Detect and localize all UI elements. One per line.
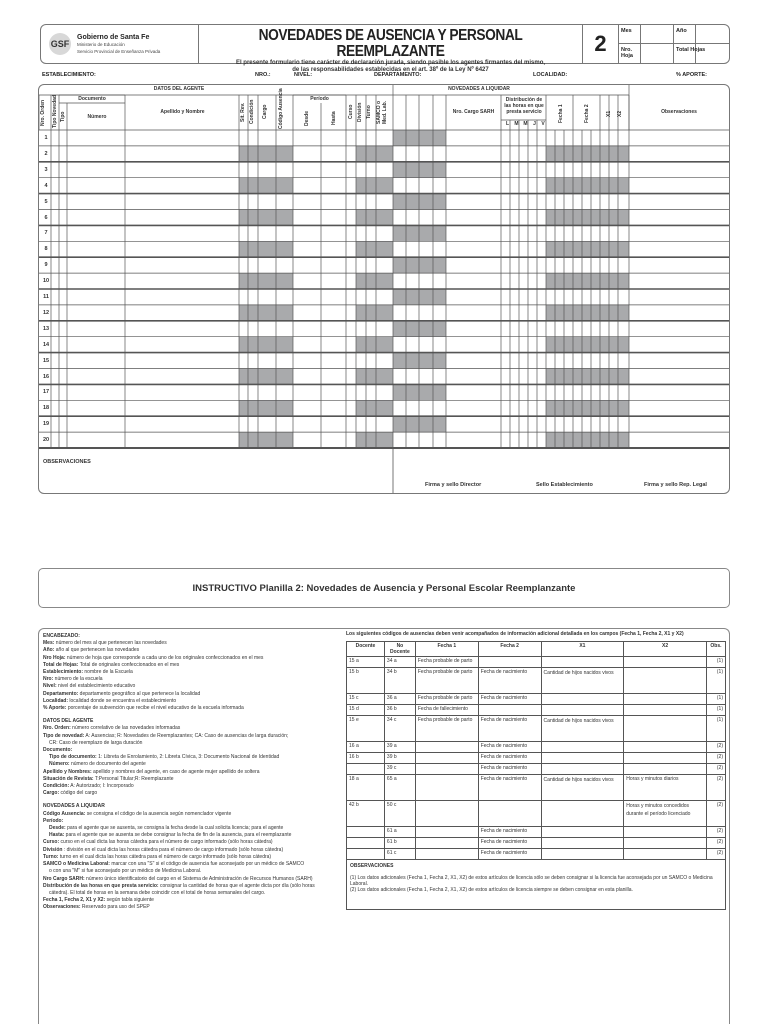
instr-section-title: ENCABEZADO: — [43, 633, 80, 639]
col-cargo: Cargo — [262, 104, 268, 120]
codes-cell — [347, 849, 385, 860]
codes-cell — [624, 657, 707, 668]
form-header — [40, 24, 730, 73]
codes-cell — [541, 742, 624, 753]
codes-row — [347, 694, 726, 705]
codes-cell — [347, 764, 385, 775]
codes-cell — [624, 742, 707, 753]
codes-cell: (2) — [706, 838, 725, 849]
row-number: 13 — [42, 325, 50, 332]
codes-cell — [541, 838, 624, 849]
codes-cell: 15 b — [347, 668, 385, 694]
instr-item: Total de Hojas: Total de originales confeccionados en el mes — [43, 661, 180, 668]
instr-item: Año: año al que pertenecen las novedades — [43, 647, 140, 654]
row-number: 4 — [44, 182, 48, 189]
codes-observaciones-title: OBSERVACIONES — [350, 863, 394, 869]
codes-cell: (2) — [706, 827, 725, 838]
codes-cell: Fecha de nacimiento — [478, 764, 541, 775]
instr-item: o con una "M" si fue aconsejado por un médico de Medicina Laboral. — [49, 868, 202, 875]
observaciones-label: OBSERVACIONES — [43, 459, 91, 465]
codes-cell — [624, 716, 707, 742]
instr-item: Desde: para el agente que se ausenta, se consigna la fecha desde la cual solicita licencia; para el agente — [49, 825, 284, 832]
section-datos-agente: DATOS DEL AGENTE — [153, 86, 205, 92]
obs-note-1: (1) Los datos adicionales (Fecha 1, Fecha 2, X1, X2) de estos artículos de licencia sólo se deben consignar si la licencia fue aconsejada por un SAMCO o Medicina Laboral. — [350, 875, 713, 887]
codes-cell — [541, 694, 624, 705]
codes-cell: (2) — [706, 801, 725, 827]
codes-row — [347, 705, 726, 716]
instr-item: Condición: A: Autorizado; I: Incorporado — [43, 783, 134, 790]
codes-cell: 34 a — [384, 657, 415, 668]
col-tipo-novedad: Tipo Novedad — [52, 95, 58, 129]
codes-row — [347, 716, 726, 742]
section-novedades: NOVEDADES A LIQUIDAR — [448, 86, 510, 92]
instr-item: Turno: turno en el cual dicta las horas cátedra para el número de cargo informado (sólo horas cátedra) — [43, 853, 272, 860]
row-number: 19 — [42, 421, 50, 428]
row-number: 12 — [42, 309, 50, 316]
codes-cell: 18 a — [347, 775, 385, 801]
codes-cell: 34 b — [384, 668, 415, 694]
instr-item: Mes: número del mes al que pertenecen las novedades — [43, 640, 167, 647]
codes-row — [347, 753, 726, 764]
codes-cell: Cantidad de hijos nacidos vivos — [541, 668, 624, 694]
codes-cell: 15 a — [347, 657, 385, 668]
instr-section-title: NOVEDADES A LIQUIDAR — [43, 803, 105, 810]
codes-cell: (2) — [706, 753, 725, 764]
firma-rep-legal-label: Firma y sello Rep. Legal — [644, 482, 707, 488]
instr-item: Período: — [43, 817, 64, 824]
codes-cell: (1) — [706, 657, 725, 668]
instr-item: Apellido y Nombres: apellido y nombres del agente, en caso de agente mujer apellido de soltera — [43, 768, 260, 775]
localidad-label: LOCALIDAD: — [533, 72, 568, 78]
row-number: 9 — [44, 262, 48, 269]
codes-row — [347, 657, 726, 668]
col-x1: X1 — [606, 110, 612, 118]
col-dia-v: V — [541, 121, 545, 127]
codes-cell: 65 a — [384, 775, 415, 801]
codes-cell — [624, 753, 707, 764]
establecimiento-label: ESTABLECIMIENTO: — [42, 72, 96, 78]
codes-row — [347, 742, 726, 753]
instructions-text — [43, 633, 343, 912]
codes-cell — [624, 827, 707, 838]
anio-label: Año — [674, 25, 696, 44]
codes-cell — [624, 694, 707, 705]
codes-table — [346, 641, 726, 860]
col-x2: X2 — [617, 110, 623, 118]
codes-cell: 61 c — [384, 849, 415, 860]
instr-item: CR: Caso de reemplazo de larga duración — [49, 739, 143, 746]
total-hojas-field[interactable] — [696, 44, 729, 63]
codes-cell: 61 b — [384, 838, 415, 849]
codes-cell — [415, 775, 478, 801]
row-number: 15 — [42, 357, 50, 364]
aporte-label: % APORTE: — [676, 72, 707, 78]
codes-cell: (1) — [706, 705, 725, 716]
codes-cell: (1) — [706, 716, 725, 742]
codes-section — [344, 631, 728, 910]
mes-label: Mes — [619, 25, 641, 44]
codes-cell: Fecha de nacimiento — [478, 716, 541, 742]
codes-cell — [415, 849, 478, 860]
codes-header-cell: Obs. — [706, 642, 725, 657]
row-number: 20 — [42, 437, 50, 444]
mes-field[interactable] — [641, 25, 674, 44]
col-condicion: Condición — [249, 99, 255, 125]
instr-item: Nivel: nivel del establecimiento educativo — [43, 683, 136, 690]
row-number: 1 — [44, 135, 48, 141]
codes-cell: (2) — [706, 742, 725, 753]
instr-item: Fecha 1, Fecha 2, X1 y X2: según tabla siguiente — [43, 897, 154, 904]
gsf-logo-icon: GSF — [49, 33, 71, 55]
codes-header-cell: Fecha 2 — [478, 642, 541, 657]
codes-observaciones — [346, 860, 726, 910]
codes-cell — [624, 705, 707, 716]
codes-cell — [415, 742, 478, 753]
anio-field[interactable] — [696, 25, 729, 44]
col-nro-cargo-sarh: Nro. Cargo SARH — [452, 109, 495, 115]
codes-row — [347, 827, 726, 838]
codes-cell: Fecha de fallecimiento — [415, 705, 478, 716]
codes-header-cell: X2 — [624, 642, 707, 657]
org-name: Gobierno de Santa Fe — [77, 33, 150, 41]
codes-cell: 16 b — [347, 753, 385, 764]
codes-cell: Fecha de nacimiento — [478, 827, 541, 838]
obs-note-2: (2) Los datos adicionales (Fecha 1, Fecha 2, X1, X2) de estos artículos de licencia siempre se deben consignar en esta planilla. — [350, 887, 633, 893]
codes-cell — [541, 657, 624, 668]
col-division: División — [357, 102, 363, 122]
codes-header-cell: Fecha 1 — [415, 642, 478, 657]
instr-item: Nro: número de la escuela — [43, 676, 103, 683]
codes-cell: 36 a — [384, 694, 415, 705]
codes-cell — [624, 838, 707, 849]
codes-cell: 39 b — [384, 753, 415, 764]
codes-cell — [541, 705, 624, 716]
total-hojas-label: Total Hojas — [674, 44, 696, 63]
codes-cell: 15 c — [347, 694, 385, 705]
codes-cell: 15 d — [347, 705, 385, 716]
codes-cell: 39 a — [384, 742, 415, 753]
nivel-label: NIVEL: — [294, 72, 313, 78]
col-apellido-nombre: Apellido y Nombre — [160, 109, 205, 115]
row-number: 6 — [44, 214, 48, 221]
col-observaciones: Observaciones — [661, 109, 697, 115]
row-number: 17 — [42, 389, 50, 396]
instr-item: Documento: — [43, 747, 73, 754]
row-number: 7 — [44, 230, 48, 237]
row-number: 14 — [42, 341, 50, 348]
codes-cell: Fecha de nacimiento — [478, 753, 541, 764]
codes-cell: 16 a — [347, 742, 385, 753]
col-distribucion: Distribución de las horas en que presta servicio — [504, 97, 544, 115]
instr-item: Número: número de documento del agente — [49, 761, 146, 768]
codes-row — [347, 838, 726, 849]
instr-item: cátedra). El total de horas en la semana debe coincidir con el total de horas semanales del cargo. — [49, 889, 266, 896]
col-tipo: Tipo — [60, 111, 66, 123]
col-turno: Turno — [366, 105, 372, 119]
col-fecha2: Fecha 2 — [584, 104, 590, 124]
novedades-grid[interactable] — [38, 84, 730, 494]
col-hasta: Hasta — [331, 111, 337, 125]
nro-hoja-field[interactable] — [641, 44, 674, 63]
codes-cell: 36 b — [384, 705, 415, 716]
codes-cell — [541, 827, 624, 838]
codes-cell — [415, 838, 478, 849]
form-number: 2 — [583, 25, 619, 63]
codes-cell: Fecha probable de parto — [415, 716, 478, 742]
codes-cell: Fecha de nacimiento — [478, 742, 541, 753]
codes-cell — [541, 753, 624, 764]
codes-cell: Cantidad de hijos nacidos vivos — [541, 775, 624, 801]
codes-cell: (1) — [706, 694, 725, 705]
instr-item: Distribución de las horas en que presta servicio: consignar la cantidad de horas que el agente dicta por día (sólo horas — [43, 882, 315, 889]
form-subtitle-1: El presente formulario tiene carácter de declaración jurada, siendo pasible los agentes firmantes del mismo, — [235, 60, 546, 66]
col-periodo: Período — [310, 96, 329, 102]
instr-item: % Aporte: porcentaje de subvención que recibe el nivel educativo de la escuela informada — [43, 705, 244, 712]
codes-cell: (2) — [706, 775, 725, 801]
col-codigo-ausencia: Código Ausencia — [278, 88, 284, 129]
col-documento: Documento — [78, 96, 106, 102]
instr-item: División : división en el cual dicta las horas cátedra para el número de cargo informado (sólo horas cátedra) — [43, 846, 284, 853]
codes-cell: Fecha de nacimiento — [478, 668, 541, 694]
codes-cell: Fecha de nacimiento — [478, 849, 541, 860]
codes-cell — [347, 827, 385, 838]
col-nro-orden: Nro. Orden — [40, 99, 46, 127]
codes-row — [347, 764, 726, 775]
codes-header-cell: No Docente — [384, 642, 415, 657]
col-desde: Desde — [304, 110, 310, 126]
codes-cell: 39 c — [384, 764, 415, 775]
codes-cell: 50 c — [384, 801, 415, 827]
grid-lines — [39, 85, 730, 494]
departamento-label: DEPARTAMENTO: — [374, 72, 422, 78]
nro-label: NRO.: — [255, 72, 271, 78]
codes-cell: Fecha probable de parto — [415, 668, 478, 694]
instr-item: Nro Hoja: número de hoja que corresponde a cada uno de los originales confeccionados en el mes — [43, 654, 264, 661]
col-curso: Curso — [348, 104, 354, 120]
codes-cell: 61 a — [384, 827, 415, 838]
codes-cell: Fecha de nacimiento — [478, 694, 541, 705]
ministry-name: Ministerio de Educación — [77, 41, 125, 47]
codes-cell: Fecha probable de parto — [415, 657, 478, 668]
codes-cell — [347, 838, 385, 849]
firma-director-label: Firma y sello Director — [425, 482, 482, 488]
row-number: 18 — [42, 405, 50, 412]
codes-cell — [415, 753, 478, 764]
instructions-panel — [38, 628, 730, 1024]
codes-header-cell: Docente — [347, 642, 385, 657]
codes-cell — [624, 764, 707, 775]
codes-cell — [624, 849, 707, 860]
row-number: 10 — [42, 278, 50, 285]
codes-cell — [478, 657, 541, 668]
instr-item: Localidad: localidad donde se encuentra el establecimiento — [43, 697, 177, 704]
instr-section-title: DATOS DEL AGENTE — [43, 718, 94, 725]
instr-item: SAMCO o Medicina Laboral: marcar con una "S" si el código de ausencia fue aconsejado por un médico de SAMCO — [43, 861, 305, 868]
codes-cell: Horas y minutos diarios — [624, 775, 707, 801]
establishment-info-line — [42, 72, 732, 80]
service-name: Servicio Provincial de Enseñanza Privada — [77, 48, 161, 54]
col-numero: Número — [87, 114, 107, 120]
instr-item: Nro Cargo SARH: número único identificatorio del cargo en el Sistema de Administración de Recursos Humanos (SARH) — [43, 875, 313, 882]
col-samco: SAMCO o Med. Lab. — [376, 100, 388, 124]
codes-cell: (2) — [706, 764, 725, 775]
instr-item: Hasta: para el agente que se ausenta se debe consignar la fecha de fin de la ausencia, para el reemplazante — [49, 832, 292, 839]
sello-establecimiento-label: Sello Establecimiento — [536, 482, 593, 488]
codes-cell: Fecha probable de parto — [415, 694, 478, 705]
instr-item: Curso: curso en el cual dicta las horas cátedra para el número de cargo informado (sólo horas cátedra) — [43, 839, 273, 846]
codes-cell — [624, 668, 707, 694]
codes-cell: 42 b — [347, 801, 385, 827]
row-number: 3 — [44, 166, 48, 173]
col-dia-l: L — [505, 121, 510, 127]
codes-row — [347, 668, 726, 694]
col-sit-rev: Sit. Rev. — [240, 102, 246, 122]
col-fecha1: Fecha 1 — [558, 104, 564, 124]
row-number: 16 — [42, 373, 50, 380]
codes-cell: Horas y minutos concedidos durante el período licenciado — [624, 801, 707, 827]
codes-row — [347, 849, 726, 860]
codes-cell: 15 e — [347, 716, 385, 742]
row-number: 11 — [43, 294, 49, 300]
instr-item: Tipo de novedad: A: Ausencias; R: Novedades de Reemplazantes; CA: Caso de ausencias de larga duración; — [43, 732, 289, 739]
codes-cell — [478, 705, 541, 716]
instr-item: Código Ausencia: se consigna el código de la ausencia según nomenclador vigente — [43, 810, 232, 817]
instr-item: Establecimiento: nombre de la Escuela — [43, 669, 133, 676]
instr-item: Cargo: código del cargo — [43, 790, 98, 797]
row-number: 8 — [44, 246, 48, 253]
codes-cell: Fecha de nacimiento — [478, 838, 541, 849]
form-title: NOVEDADES DE AUSENCIA Y PERSONAL REEMPLAZANTE — [258, 27, 523, 60]
col-dia-m2: M — [523, 121, 528, 127]
logo-block — [41, 25, 199, 63]
codes-cell — [541, 764, 624, 775]
codes-cell — [478, 801, 541, 827]
codes-cell — [415, 827, 478, 838]
codes-cell: Fecha de nacimiento — [478, 775, 541, 801]
col-dia-j: J — [533, 121, 536, 127]
codes-row — [347, 801, 726, 827]
codes-cell — [415, 764, 478, 775]
codes-cell — [541, 801, 624, 827]
nro-hoja-label: Nro. Hoja — [619, 44, 641, 63]
instr-item: Situación de Revista: T:Personal Titular;R: Reemplazante — [43, 775, 174, 782]
codes-intro: Los siguientes códigos de ausencias deben venir acompañados de información adicional detallada en los campos (Fecha 1, Fecha 2, X1 y X2) — [346, 631, 684, 637]
codes-cell: (1) — [706, 668, 725, 694]
row-number: 2 — [44, 150, 48, 157]
instructivo-banner: INSTRUCTIVO Planilla 2: Novedades de Ausencia y Personal Escolar Reemplanzante — [38, 568, 730, 608]
instr-item: Departamento: departamento geográfico al que pertenece la localidad — [43, 690, 201, 697]
row-number: 5 — [44, 198, 48, 205]
codes-cell — [541, 849, 624, 860]
codes-cell: (2) — [706, 849, 725, 860]
instr-item: Tipo de documento: 1: Libreta de Enrolamiento, 2: Libreta Cívica, 3: Documento Nacional de Identidad — [49, 754, 280, 761]
codes-cell — [415, 801, 478, 827]
col-dia-m1: M — [514, 121, 519, 127]
instr-item: Nro. Orden: número correlativo de las novedades informadas — [43, 725, 181, 732]
codes-cell: Cantidad de hijos nacidos vivos — [541, 716, 624, 742]
codes-header-cell: X1 — [541, 642, 624, 657]
codes-cell: 34 c — [384, 716, 415, 742]
instr-item: Observaciones: Reservado para uso del SPEP — [43, 904, 150, 911]
form-subtitle-2: de las responsabilidades establecidas en el art. 38º de la Ley Nº 6427 — [292, 67, 489, 73]
codes-row — [347, 775, 726, 801]
